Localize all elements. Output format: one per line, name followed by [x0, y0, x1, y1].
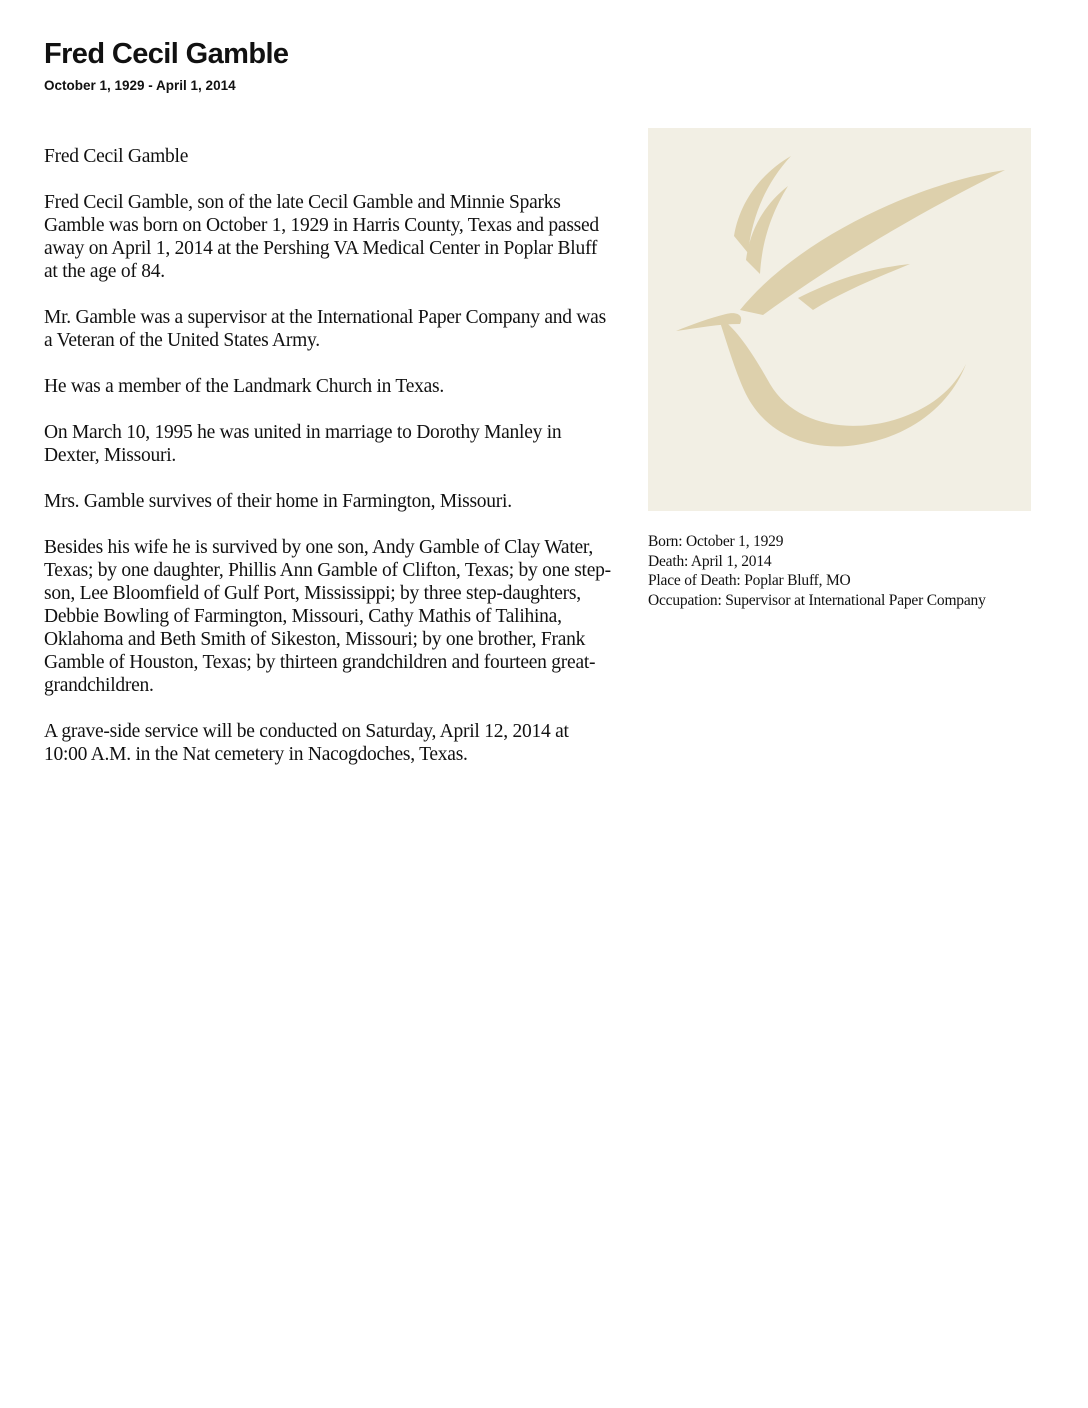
fact-occupation: Occupation: Supervisor at International Paper Company: [648, 591, 986, 609]
page-title: Fred Cecil Gamble: [44, 38, 289, 70]
fact-place-of-death: Place of Death: Poplar Bluff, MO: [648, 572, 851, 589]
obituary-paragraph: A grave-side service will be conducted on Saturday, April 12, 2014 at 10:00 A.M. in the Nat cemetery in Nacogdoches, Texas.: [44, 721, 569, 765]
obituary-paragraph: Mr. Gamble was a supervisor at the International Paper Company and was a Veteran of the United States Army.: [44, 307, 606, 351]
obituary-body: [44, 145, 614, 789]
memorial-image: [648, 128, 1031, 511]
obituary-paragraph: Besides his wife he is survived by one son, Andy Gamble of Clay Water, Texas; by one daughter, Phillis Ann Gamble of Clifton, Texas; by one step-son, Lee Bloomfield of Gulf Port, Mississippi; by three step-daughters, Debbie Bowling of Farmington, Missouri, Cathy Mathis of Talihina, Oklahoma and Beth Smith of Sikeston, Missouri; by one brother, Frank Gamble of Houston, Texas; by thirteen grandchildren and fourteen great-grandchildren.: [44, 537, 611, 696]
life-dates: October 1, 1929 - April 1, 2014: [44, 78, 236, 93]
dove-icon: [648, 128, 1031, 511]
obituary-paragraph: On March 10, 1995 he was united in marriage to Dorothy Manley in Dexter, Missouri.: [44, 422, 562, 466]
obituary-paragraph: Fred Cecil Gamble: [44, 146, 189, 167]
fact-born: Born: October 1, 1929: [648, 533, 784, 550]
fact-list: [648, 532, 1068, 610]
obituary-paragraph: Mrs. Gamble survives of their home in Farmington, Missouri.: [44, 491, 512, 512]
obituary-paragraph: Fred Cecil Gamble, son of the late Cecil Gamble and Minnie Sparks Gamble was born on October 1, 1929 in Harris County, Texas and passed away on April 1, 2014 at the Pershing VA Medical Center in Poplar Bluff at the age of 84.: [44, 192, 599, 282]
obituary-header: [44, 36, 288, 94]
fact-death: Death: April 1, 2014: [648, 552, 772, 570]
obituary-paragraph: He was a member of the Landmark Church in Texas.: [44, 376, 444, 397]
